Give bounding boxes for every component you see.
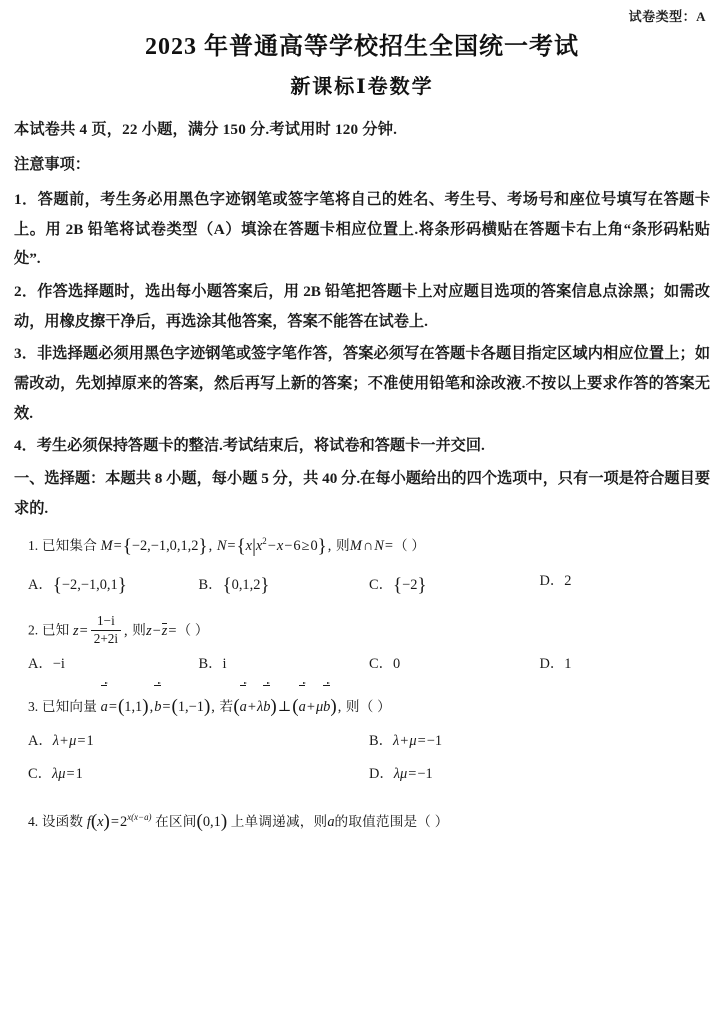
question-1-stem: 1. 已知集合 M={−2,−1,0,1,2}, $N=\{x|x^2-x-6\ge 0\}$, 则M∩N=（ ）	[28, 536, 426, 558]
page-subtitle: 新课标Ⅰ卷数学	[290, 76, 434, 99]
question-2-stem: 2. 已知 z= $\frac{1-i}{2+2i}$ , 则z−z=（ ）	[28, 613, 209, 647]
question-3-stem: 3. 已知向量 a=(1,1),b=(1,−1), 若(a+λb)⊥(a+μb), 则（ ）	[14, 689, 710, 725]
question-3-options-row-2	[14, 760, 710, 789]
question-3-number: 3.	[28, 698, 39, 714]
question-1-option-a[interactable]	[28, 567, 199, 605]
question-3-vector-a: a=(1,1)	[101, 699, 149, 715]
question-2-number: 2.	[28, 622, 39, 638]
question-3-option-d[interactable]	[369, 760, 710, 789]
question-2-option-c-value: 0	[393, 655, 401, 672]
question-1-option-c[interactable]	[369, 567, 540, 605]
question-3-option-c-label: C．	[28, 765, 52, 782]
question-1-set-n: $N=\{x|x^2-x-6\ge 0\}$	[216, 536, 327, 558]
question-2-option-b-label: B．	[198, 655, 223, 672]
question-3-option-d-label: D．	[369, 765, 394, 782]
question-3-answer-paren: （ ）	[359, 698, 391, 714]
exam-type-label: 试卷类型：A	[628, 9, 706, 24]
question-4-answer-paren: （ ）	[417, 814, 449, 830]
question-2-option-c[interactable]	[369, 650, 540, 679]
question-4-lead-text: 设函数	[41, 814, 84, 830]
question-3-option-a-label: A．	[28, 732, 53, 749]
question-2-answer-paren: （ ）	[177, 622, 209, 638]
question-2-expression: z−z=	[146, 622, 177, 639]
question-1-lead-text: 已知集合	[41, 538, 97, 554]
question-1-option-b[interactable]	[199, 567, 370, 605]
question-3-vector-b: b=(1,−1)	[154, 699, 210, 715]
question-3-then-text: 则	[345, 698, 360, 714]
question-2-option-c-label: C．	[369, 655, 393, 672]
question-4-tail-text: 上单调递减，则	[230, 814, 328, 830]
section-one-heading: 一、选择题：本题共 8 小题，每小题 5 分，共 40 分.在每小题给出的四个选项中，只有一项是符合题目要求的.	[14, 469, 710, 517]
question-1-option-d[interactable]	[540, 567, 711, 605]
paper-meta-line: 本试卷共 4 页，22 小题，满分 150 分.考试用时 120 分钟.	[14, 121, 398, 138]
question-1-option-c-value: {−2}	[393, 575, 427, 597]
question-2-option-d[interactable]	[540, 650, 711, 679]
question-3-option-b[interactable]	[369, 727, 710, 756]
notice-item-3: 3．非选择题必须用黑色字迹钢笔或签字笔作答，答案必须写在答题卡各题目指定区域内相应位置上；如需改动，先划掉原来的答案，然后再写上新的答案；不准使用铅笔和涂改液.不按以上要求作答的答案无效.	[14, 345, 710, 422]
question-1-expression: M∩N=	[349, 538, 393, 555]
question-3-option-b-value: λ+μ=−1	[393, 732, 443, 749]
question-1-option-a-value: {−2,−1,0,1}	[52, 575, 127, 597]
question-3-option-b-label: B．	[369, 732, 393, 749]
question-3-lead-text: 已知向量	[41, 698, 97, 714]
notice-item-1: 1．答题前，考生务必用黑色字迹钢笔或签字笔将自己的姓名、考生号、考场号和座位号填写在答题卡上。用 2B 铅笔将试卷类型（A）填涂在答题卡相应位置上.将条形码横贴在答题卡右上角“条形码粘贴处”.	[14, 191, 710, 268]
question-2-option-d-label: D．	[539, 655, 565, 672]
question-2-then-text: 则	[132, 622, 147, 638]
paper-body	[14, 118, 710, 844]
notice-item-4: 4．考生必须保持答题卡的整洁.考试结束后，将试卷和答题卡一并交回.	[14, 437, 485, 455]
question-2-option-b-value: i	[222, 655, 227, 672]
question-4-mid-text: 在区间	[155, 814, 197, 830]
question-2-option-d-value: 1	[564, 655, 572, 672]
question-4-variable: a	[327, 814, 335, 831]
question-1-then-text: 则	[336, 538, 350, 554]
question-1-option-b-label: B．	[198, 577, 223, 594]
question-3-option-c[interactable]	[28, 760, 369, 789]
question-1	[14, 529, 710, 605]
question-1-options	[14, 567, 710, 605]
question-2-lead-text: 已知	[41, 622, 70, 638]
question-4-tail-text-2: 的取值范围是	[334, 814, 418, 830]
question-3-option-a[interactable]	[28, 727, 369, 756]
question-4	[14, 804, 710, 840]
question-4-number: 4.	[28, 814, 39, 830]
question-4-interval: (0,1)	[196, 811, 228, 833]
question-1-set-m: M={−2,−1,0,1,2}	[100, 536, 208, 558]
question-2-equation: z= $\frac{1-i}{2+2i}$	[73, 623, 123, 639]
notice-item-2: 2．作答选择题时，选出每小题答案后，用 2B 铅笔把答题卡上对应题目选项的答案信息点涂黑；如需改动，用橡皮擦干净后，再选涂其他答案，答案不能答在试卷上.	[14, 283, 710, 330]
question-4-function: $f(x)=2^{x(x-a)}$	[86, 811, 152, 833]
page-title: 2023 年普通高等学校招生全国统一考试	[145, 34, 579, 60]
question-4-stem	[14, 804, 710, 840]
question-1-answer-paren: （ ）	[393, 538, 426, 554]
question-2-options	[14, 650, 710, 679]
question-2-option-a[interactable]	[28, 650, 199, 679]
notice-heading: 注意事项：	[14, 155, 90, 173]
question-2	[14, 615, 710, 678]
question-1-option-d-value: 2	[564, 573, 572, 590]
question-2-option-a-value: −i	[52, 655, 65, 672]
question-3	[14, 689, 710, 789]
question-3-option-d-value: λμ=−1	[393, 765, 433, 782]
question-3-condition: (a+λb)⊥(a+μb)	[233, 699, 336, 715]
question-1-option-c-label: C．	[369, 577, 393, 594]
question-3-option-a-value: λ+μ=1	[52, 732, 94, 749]
question-3-if-text: 若	[219, 698, 234, 714]
question-1-option-b-value: {0,1,2}	[222, 575, 270, 597]
question-3-option-c-value: λμ=1	[52, 765, 83, 782]
question-2-option-b[interactable]	[199, 650, 370, 679]
question-1-option-d-label: D．	[539, 573, 565, 590]
question-3-options-row-1	[14, 727, 710, 756]
question-1-number: 1.	[28, 538, 39, 554]
question-1-option-a-label: A．	[28, 577, 53, 594]
question-2-option-a-label: A．	[28, 655, 53, 672]
